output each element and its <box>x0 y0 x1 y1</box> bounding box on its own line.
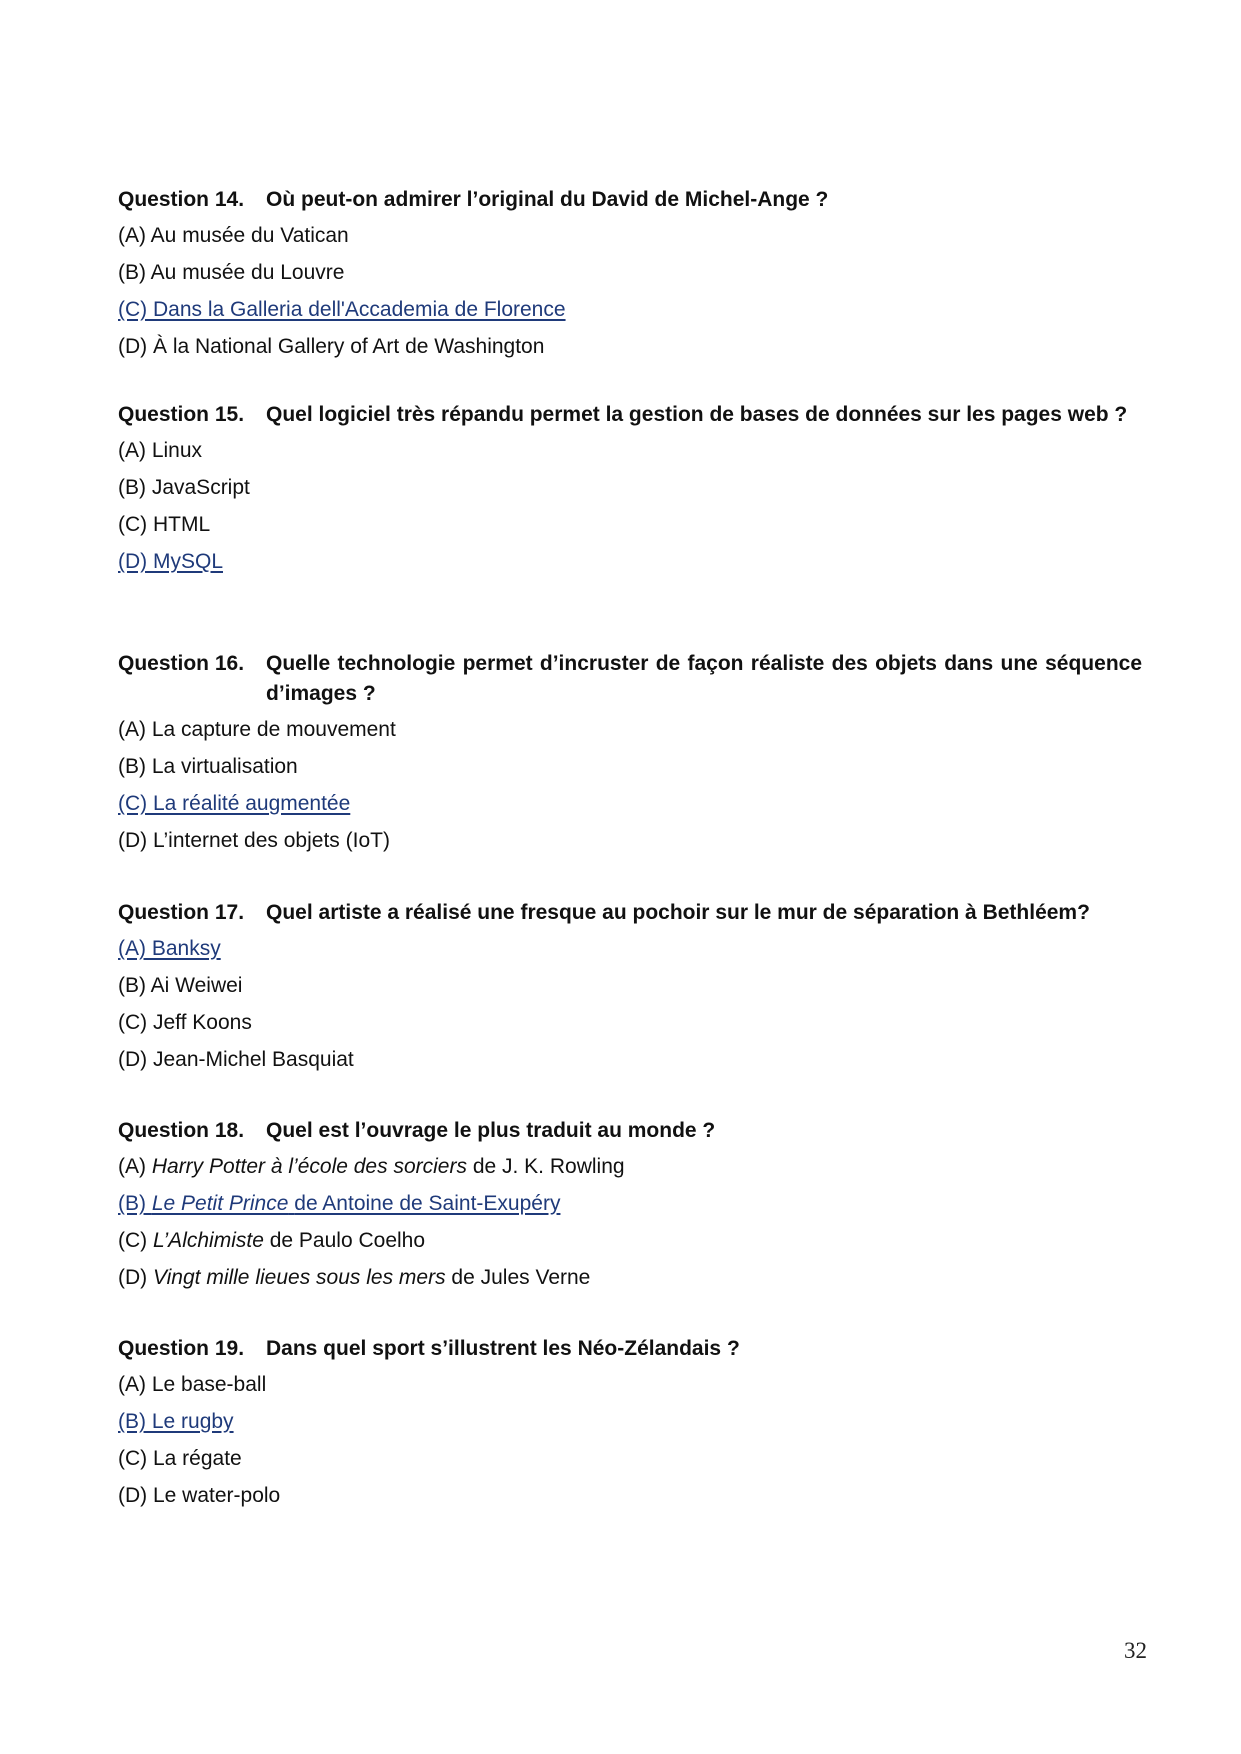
question-text: Dans quel sport s’illustrent les Néo-Zélandais ? <box>266 1337 740 1360</box>
book-title: Harry Potter à l’école des sorciers <box>151 1155 467 1178</box>
book-title: L’Alchimiste <box>153 1229 264 1252</box>
question-number: Question 19. <box>118 1337 245 1360</box>
question-19 <box>118 1334 1142 1514</box>
option-d: (D) Le water-polo <box>118 1484 281 1507</box>
option-b: (B) Au musée du Louvre <box>118 261 345 284</box>
option-a <box>118 1148 1142 1185</box>
option-c-correct-link[interactable]: (C) La réalité augmentée <box>118 792 351 815</box>
option-b: (B) Ai Weiwei <box>118 974 243 997</box>
option-letter: (D) <box>118 1266 148 1289</box>
book-title: Vingt mille lieues sous les mers <box>153 1266 446 1289</box>
question-number: Question 17. <box>118 901 245 924</box>
option-d: (D) Jean-Michel Basquiat <box>118 1048 354 1071</box>
question-heading <box>118 898 1142 928</box>
question-text: Quel est l’ouvrage le plus traduit au monde ? <box>266 1119 716 1142</box>
question-number: Question 16. <box>118 652 245 675</box>
question-text: Quelle technologie permet d’incruster de façon réaliste des objets dans une séquence d’images ? <box>266 652 1142 705</box>
option-c: (C) Jeff Koons <box>118 1011 252 1034</box>
question-text: Quel logiciel très répandu permet la gestion de bases de données sur les pages web ? <box>266 403 1128 426</box>
question-heading <box>118 649 1142 709</box>
book-title: Le Petit Prince <box>151 1192 289 1215</box>
option-a: (A) Au musée du Vatican <box>118 224 349 247</box>
book-author: de Antoine de Saint-Exupéry <box>294 1192 561 1215</box>
question-heading <box>118 1116 1142 1146</box>
option-a: (A) Le base-ball <box>118 1373 267 1396</box>
question-text: Quel artiste a réalisé une fresque au pochoir sur le mur de séparation à Bethléem? <box>266 901 1090 924</box>
option-c-correct-link[interactable]: (C) Dans la Galleria dell'Accademia de Florence <box>118 298 566 321</box>
option-d-correct-link[interactable]: (D) MySQL <box>118 550 223 573</box>
question-16 <box>118 649 1142 859</box>
book-author: de Jules Verne <box>451 1266 591 1289</box>
option-letter: (A) <box>118 1155 146 1178</box>
option-b-correct-link[interactable] <box>118 1185 1142 1222</box>
question-heading <box>118 185 1142 215</box>
question-number: Question 14. <box>118 188 245 211</box>
question-number: Question 15. <box>118 403 245 426</box>
option-b: (B) La virtualisation <box>118 755 298 778</box>
question-15 <box>118 400 1142 580</box>
question-heading <box>118 1334 1142 1364</box>
book-author: de J. K. Rowling <box>472 1155 625 1178</box>
option-d <box>118 1259 1142 1296</box>
question-14 <box>118 185 1142 365</box>
option-c: (C) HTML <box>118 513 211 536</box>
option-b-correct-link[interactable]: (B) Le rugby <box>118 1410 234 1433</box>
book-author: de Paulo Coelho <box>269 1229 426 1252</box>
question-17 <box>118 898 1142 1078</box>
question-text: Où peut-on admirer l’original du David de Michel-Ange ? <box>266 188 829 211</box>
option-a-correct-link[interactable]: (A) Banksy <box>118 937 221 960</box>
option-b: (B) JavaScript <box>118 476 250 499</box>
option-letter: (C) <box>118 1229 148 1252</box>
question-heading <box>118 400 1142 430</box>
question-18 <box>118 1116 1142 1296</box>
option-a: (A) La capture de mouvement <box>118 718 396 741</box>
question-number: Question 18. <box>118 1119 245 1142</box>
option-c: (C) La régate <box>118 1447 242 1470</box>
page-number: 32 <box>1124 1638 1147 1663</box>
option-d: (D) L’internet des objets (IoT) <box>118 829 390 852</box>
option-c <box>118 1222 1142 1259</box>
option-a: (A) Linux <box>118 439 203 462</box>
option-d: (D) À la National Gallery of Art de Washington <box>118 335 545 358</box>
option-letter: (B) <box>118 1192 146 1215</box>
